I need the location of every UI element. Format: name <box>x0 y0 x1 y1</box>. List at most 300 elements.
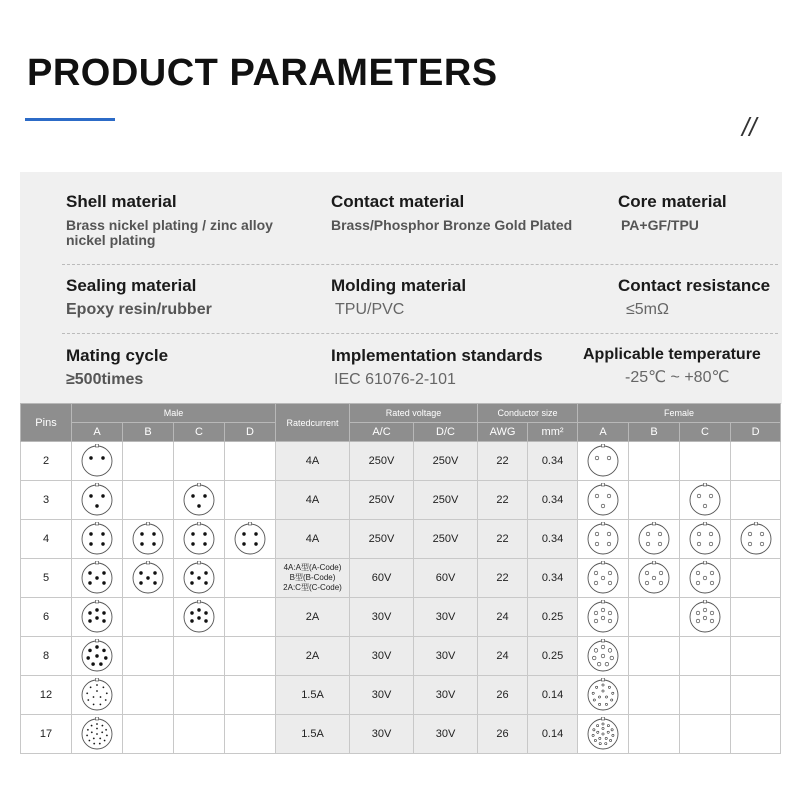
connector-pin <box>594 571 598 575</box>
connector-pin <box>598 696 600 698</box>
male-c-cell <box>174 715 225 754</box>
connector-pin <box>610 739 612 741</box>
header-female-a: A <box>578 423 629 442</box>
female-c-cell <box>680 520 731 559</box>
voltage-ac-cell: 30V <box>350 637 414 676</box>
connector-pin <box>710 571 714 575</box>
connector-key <box>602 483 605 486</box>
connector-pin <box>89 532 92 535</box>
voltage-ac-cell: 250V <box>350 520 414 559</box>
spec-label: Core material <box>618 192 727 211</box>
parameters-table <box>20 403 781 754</box>
connector-key <box>198 483 201 486</box>
header-male: Male <box>72 404 276 423</box>
male-b-cell <box>123 676 174 715</box>
female-b-cell <box>629 559 680 598</box>
mm2-cell: 0.34 <box>528 481 578 520</box>
connector-key <box>602 444 605 447</box>
connector-pin <box>254 542 257 545</box>
connector-pin <box>99 738 101 740</box>
connector-pin <box>599 743 601 745</box>
connector-key <box>96 444 99 447</box>
connector-pin <box>91 725 93 727</box>
voltage-ac-cell: 250V <box>350 442 414 481</box>
connector-pin <box>611 729 613 731</box>
connector-pin <box>88 611 91 614</box>
connector-pin <box>95 654 98 657</box>
connector-key <box>96 522 99 525</box>
pins-cell: 8 <box>21 637 72 676</box>
connector-pin <box>102 619 105 622</box>
connector-pin <box>102 725 104 727</box>
connector-pin <box>96 728 98 730</box>
mm2-cell: 0.34 <box>528 520 578 559</box>
connector-pin <box>100 704 102 706</box>
table-row <box>21 676 781 715</box>
connector-pin <box>242 532 245 535</box>
rated-current-cell: 2A <box>276 637 350 676</box>
female-4-pin-connector-icon <box>583 522 623 556</box>
spec-value: ≤5mΩ <box>626 301 669 318</box>
connector-pin <box>190 619 193 622</box>
connector-pin <box>191 494 194 497</box>
connector-pin <box>197 616 200 619</box>
female-2-pin-connector-icon <box>583 444 623 478</box>
connector-pin <box>93 738 95 740</box>
spec-value: TPU/PVC <box>335 301 405 318</box>
female-b-cell <box>629 520 680 559</box>
connector-pin <box>204 581 207 584</box>
header-conductor-size: Conductor size <box>478 404 578 423</box>
connector-key <box>147 522 150 525</box>
spec-label: Mating cycle <box>66 346 169 365</box>
female-b-cell <box>629 598 680 637</box>
connector-pin <box>592 734 594 736</box>
connector-pin <box>203 532 206 535</box>
male-a-cell <box>72 520 123 559</box>
connector-pin <box>101 732 103 734</box>
connector-pin <box>139 571 142 574</box>
female-4-pin-connector-icon <box>685 522 725 556</box>
connector-pin <box>197 608 200 611</box>
table-row <box>21 481 781 520</box>
male-c-cell <box>174 442 225 481</box>
rated-current-line: 2A:C型(C-Code) <box>283 583 342 592</box>
table-row <box>21 442 781 481</box>
connector-pin <box>105 699 107 701</box>
connector-pin <box>605 743 607 745</box>
female-b-cell <box>629 715 680 754</box>
connector-key <box>147 561 150 564</box>
connector-key <box>653 561 656 564</box>
connector-key <box>96 561 99 564</box>
connector-key <box>602 522 605 525</box>
voltage-dc-cell: 30V <box>414 637 478 676</box>
spec-core-material <box>618 192 778 233</box>
male-4-pin-connector-icon <box>128 522 168 556</box>
connector-pin <box>96 690 98 692</box>
connector-pin <box>608 649 612 653</box>
voltage-dc-cell: 250V <box>414 442 478 481</box>
connector-pin <box>709 542 713 546</box>
connector-outline <box>639 524 669 554</box>
connector-pin <box>607 731 609 733</box>
pins-cell: 2 <box>21 442 72 481</box>
female-b-cell <box>629 442 680 481</box>
connector-pin <box>88 581 91 584</box>
connector-pin <box>760 542 764 546</box>
connector-pin <box>93 704 95 706</box>
female-a-cell <box>578 715 629 754</box>
mm2-cell: 0.25 <box>528 598 578 637</box>
male-c-cell <box>174 676 225 715</box>
connector-pin <box>608 686 610 688</box>
connector-pin <box>88 619 91 622</box>
connector-pin <box>608 581 612 585</box>
connector-pin <box>594 619 598 623</box>
connector-pin <box>601 608 605 612</box>
voltage-ac-cell: 60V <box>350 559 414 598</box>
female-d-cell <box>731 442 781 481</box>
connector-key <box>96 483 99 486</box>
female-d-cell <box>731 520 781 559</box>
male-a-cell <box>72 598 123 637</box>
connector-pin <box>102 581 105 584</box>
header-female-d: D <box>731 423 781 442</box>
connector-pin <box>610 656 614 660</box>
rated-current-cell: 2A <box>276 598 350 637</box>
connector-key <box>704 483 707 486</box>
header-female-c: C <box>680 423 731 442</box>
connector-pin <box>697 494 701 498</box>
connector-pin <box>105 729 107 731</box>
male-d-cell <box>225 559 276 598</box>
connector-pin <box>658 532 662 536</box>
connector-pin <box>645 571 649 575</box>
connector-pin <box>140 532 143 535</box>
connector-pin <box>595 542 599 546</box>
connector-pin <box>659 571 663 575</box>
connector-pin <box>89 494 92 497</box>
male-d-cell <box>225 637 276 676</box>
connector-key <box>198 561 201 564</box>
connector-pin <box>86 693 88 695</box>
connector-pin <box>605 696 607 698</box>
connector-pin <box>709 494 713 498</box>
mm2-cell: 0.14 <box>528 676 578 715</box>
connector-pin <box>608 619 612 623</box>
male-a-cell <box>72 715 123 754</box>
connector-pin <box>86 735 88 737</box>
connector-pin <box>696 581 700 585</box>
spec-label: Shell material <box>66 192 177 211</box>
connector-pin <box>710 611 714 615</box>
connector-pin <box>595 494 599 498</box>
connector-pin <box>611 699 613 701</box>
connector-key <box>704 561 707 564</box>
female-a-cell <box>578 442 629 481</box>
male-b-cell <box>123 520 174 559</box>
female-b-cell <box>629 481 680 520</box>
connector-pin <box>96 723 98 725</box>
rated-current-cell: 1.5A <box>276 676 350 715</box>
female-c-cell <box>680 637 731 676</box>
male-b-cell <box>123 559 174 598</box>
female-6-pin-connector-icon <box>583 600 623 634</box>
male-5-pin-connector-icon <box>179 561 219 595</box>
connector-pin <box>91 732 93 734</box>
male-d-cell <box>225 598 276 637</box>
male-6-pin-connector-icon <box>179 600 219 634</box>
connector-pin <box>612 734 614 736</box>
mm2-cell: 0.34 <box>528 442 578 481</box>
connector-pin <box>242 542 245 545</box>
connector-outline <box>690 485 720 515</box>
female-a-cell <box>578 559 629 598</box>
connector-pin <box>254 532 257 535</box>
spec-applicable-temperature <box>583 346 781 385</box>
connector-key <box>198 600 201 603</box>
header-rated-voltage: Rated voltage <box>350 404 478 423</box>
male-a-cell <box>72 442 123 481</box>
connector-pin <box>608 571 612 575</box>
connector-pin <box>593 729 595 731</box>
connector-pin <box>594 739 596 741</box>
spec-sealing-material <box>66 276 306 317</box>
female-a-cell <box>578 520 629 559</box>
male-5-pin-connector-icon <box>77 561 117 595</box>
male-d-cell <box>225 520 276 559</box>
connector-pin <box>139 581 142 584</box>
table-body <box>21 442 781 754</box>
connector-pin <box>608 611 612 615</box>
connector-pin <box>100 696 102 698</box>
rated-current-cell: 4A <box>276 520 350 559</box>
awg-cell: 26 <box>478 715 528 754</box>
connector-pin <box>601 576 605 580</box>
connector-pin <box>703 608 707 612</box>
table-row <box>21 715 781 754</box>
awg-cell: 22 <box>478 481 528 520</box>
voltage-ac-cell: 250V <box>350 481 414 520</box>
voltage-dc-cell: 30V <box>414 676 478 715</box>
connector-pin <box>95 616 98 619</box>
connector-pin <box>101 456 104 459</box>
female-b-cell <box>629 676 680 715</box>
connector-outline <box>133 524 163 554</box>
male-5-pin-connector-icon <box>128 561 168 595</box>
voltage-ac-cell: 30V <box>350 598 414 637</box>
connector-outline <box>82 446 112 476</box>
connector-key <box>249 522 252 525</box>
male-8-pin-connector-icon <box>77 639 117 673</box>
female-5-pin-connector-icon <box>634 561 674 595</box>
connector-pin <box>601 616 605 620</box>
voltage-dc-cell: 30V <box>414 715 478 754</box>
connector-pin <box>760 532 764 536</box>
male-3-pin-connector-icon <box>179 483 219 517</box>
mm2-cell: 0.25 <box>528 637 578 676</box>
female-d-cell <box>731 715 781 754</box>
header-awg: AWG <box>478 423 528 442</box>
connector-pin <box>697 542 701 546</box>
female-d-cell <box>731 481 781 520</box>
connector-pin <box>696 571 700 575</box>
connector-pin <box>748 542 752 546</box>
male-c-cell <box>174 559 225 598</box>
connector-key <box>96 639 99 642</box>
connector-pin <box>152 532 155 535</box>
connector-pin <box>103 687 105 689</box>
female-c-cell <box>680 481 731 520</box>
male-4-pin-connector-icon <box>230 522 270 556</box>
voltage-ac-cell: 30V <box>350 715 414 754</box>
spec-label: Sealing material <box>66 276 197 295</box>
connector-pin <box>601 654 605 658</box>
connector-pin <box>90 687 92 689</box>
connector-pin <box>101 532 104 535</box>
male-d-cell <box>225 481 276 520</box>
female-6-pin-connector-icon <box>685 600 725 634</box>
connector-pin <box>204 571 207 574</box>
connector-pin <box>102 571 105 574</box>
male-b-cell <box>123 481 174 520</box>
header-male-c: C <box>174 423 225 442</box>
connector-pin <box>602 727 604 729</box>
spec-value: IEC 61076-2-101 <box>334 371 456 388</box>
connector-key <box>96 717 99 720</box>
connector-key <box>704 522 707 525</box>
connector-pin <box>703 616 707 620</box>
spec-value: ≥500times <box>66 371 144 388</box>
female-c-cell <box>680 715 731 754</box>
connector-pin <box>607 532 611 536</box>
spec-label: Implementation standards <box>331 346 543 365</box>
connector-pin <box>91 662 94 665</box>
connector-pin <box>592 692 594 694</box>
connector-pin <box>658 542 662 546</box>
connector-pin <box>95 576 98 579</box>
connector-pin <box>89 456 92 459</box>
connector-pin <box>88 699 90 701</box>
female-3-pin-connector-icon <box>685 483 725 517</box>
female-c-cell <box>680 676 731 715</box>
connector-pin <box>599 703 601 705</box>
spec-contact-resistance <box>618 276 788 317</box>
connector-pin <box>602 723 604 725</box>
male-c-cell <box>174 481 225 520</box>
spec-implementation-standards <box>331 346 576 387</box>
male-d-cell <box>225 676 276 715</box>
connector-pin <box>204 611 207 614</box>
rated-current-line: 4A:A型(A-Code) <box>283 563 342 572</box>
connector-pin <box>93 696 95 698</box>
rated-current-cell: 1.5A <box>276 715 350 754</box>
connector-key <box>96 600 99 603</box>
voltage-ac-cell: 30V <box>350 676 414 715</box>
title-underline <box>25 118 115 121</box>
connector-key <box>704 600 707 603</box>
female-4-pin-connector-icon <box>736 522 776 556</box>
connector-pin <box>106 735 108 737</box>
connector-pin <box>106 693 108 695</box>
female-a-cell <box>578 598 629 637</box>
page-title: PRODUCT PARAMETERS <box>27 52 498 94</box>
female-d-cell <box>731 637 781 676</box>
header-mm2: mm² <box>528 423 578 442</box>
connector-pin <box>93 743 95 745</box>
connector-pin <box>197 504 200 507</box>
connector-pin <box>599 737 601 739</box>
female-a-cell <box>578 637 629 676</box>
spec-label: Contact resistance <box>618 276 771 295</box>
connector-pin <box>153 581 156 584</box>
rated-current-cell <box>276 559 350 598</box>
spec-shell-material <box>66 192 306 248</box>
female-d-cell <box>731 598 781 637</box>
female-c-cell <box>680 598 731 637</box>
spec-mating-cycle <box>66 346 306 387</box>
connector-pin <box>703 576 707 580</box>
connector-outline <box>741 524 771 554</box>
header-rated-current: Ratedcurrent <box>276 404 350 442</box>
connector-pin <box>99 662 102 665</box>
connector-pin <box>703 504 707 508</box>
male-c-cell <box>174 520 225 559</box>
connector-pin <box>190 581 193 584</box>
male-c-cell <box>174 637 225 676</box>
male-a-cell <box>72 481 123 520</box>
spec-label: Contact material <box>331 192 465 211</box>
connector-key <box>653 522 656 525</box>
spec-contact-material <box>331 192 601 233</box>
connector-pin <box>646 532 650 536</box>
connector-pin <box>696 611 700 615</box>
connector-pin <box>96 733 98 735</box>
connector-pin <box>99 743 101 745</box>
header-female-b: B <box>629 423 680 442</box>
connector-pin <box>697 532 701 536</box>
spec-value: Brass nickel plating / zinc alloy nickel plating <box>66 217 273 248</box>
pins-cell: 5 <box>21 559 72 598</box>
connector-pin <box>597 725 599 727</box>
voltage-dc-cell: 60V <box>414 559 478 598</box>
female-d-cell <box>731 676 781 715</box>
connector-pin <box>652 576 656 580</box>
connector-pin <box>596 686 598 688</box>
spec-label: Applicable temperature <box>583 346 761 363</box>
pins-cell: 6 <box>21 598 72 637</box>
female-c-cell <box>680 442 731 481</box>
header-male-b: B <box>123 423 174 442</box>
connector-pin <box>748 532 752 536</box>
connector-key <box>602 639 605 642</box>
connector-outline <box>588 485 618 515</box>
male-a-cell <box>72 676 123 715</box>
header-dc: D/C <box>414 423 478 442</box>
connector-pin <box>140 542 143 545</box>
male-2-pin-connector-icon <box>77 444 117 478</box>
connector-pin <box>104 656 107 659</box>
female-3-pin-connector-icon <box>583 483 623 517</box>
connector-pin <box>87 656 90 659</box>
awg-cell: 24 <box>478 637 528 676</box>
connector-pin <box>601 504 605 508</box>
connector-pin <box>96 684 98 686</box>
connector-outline <box>588 446 618 476</box>
rated-current-cell: 4A <box>276 481 350 520</box>
divider <box>62 264 778 265</box>
